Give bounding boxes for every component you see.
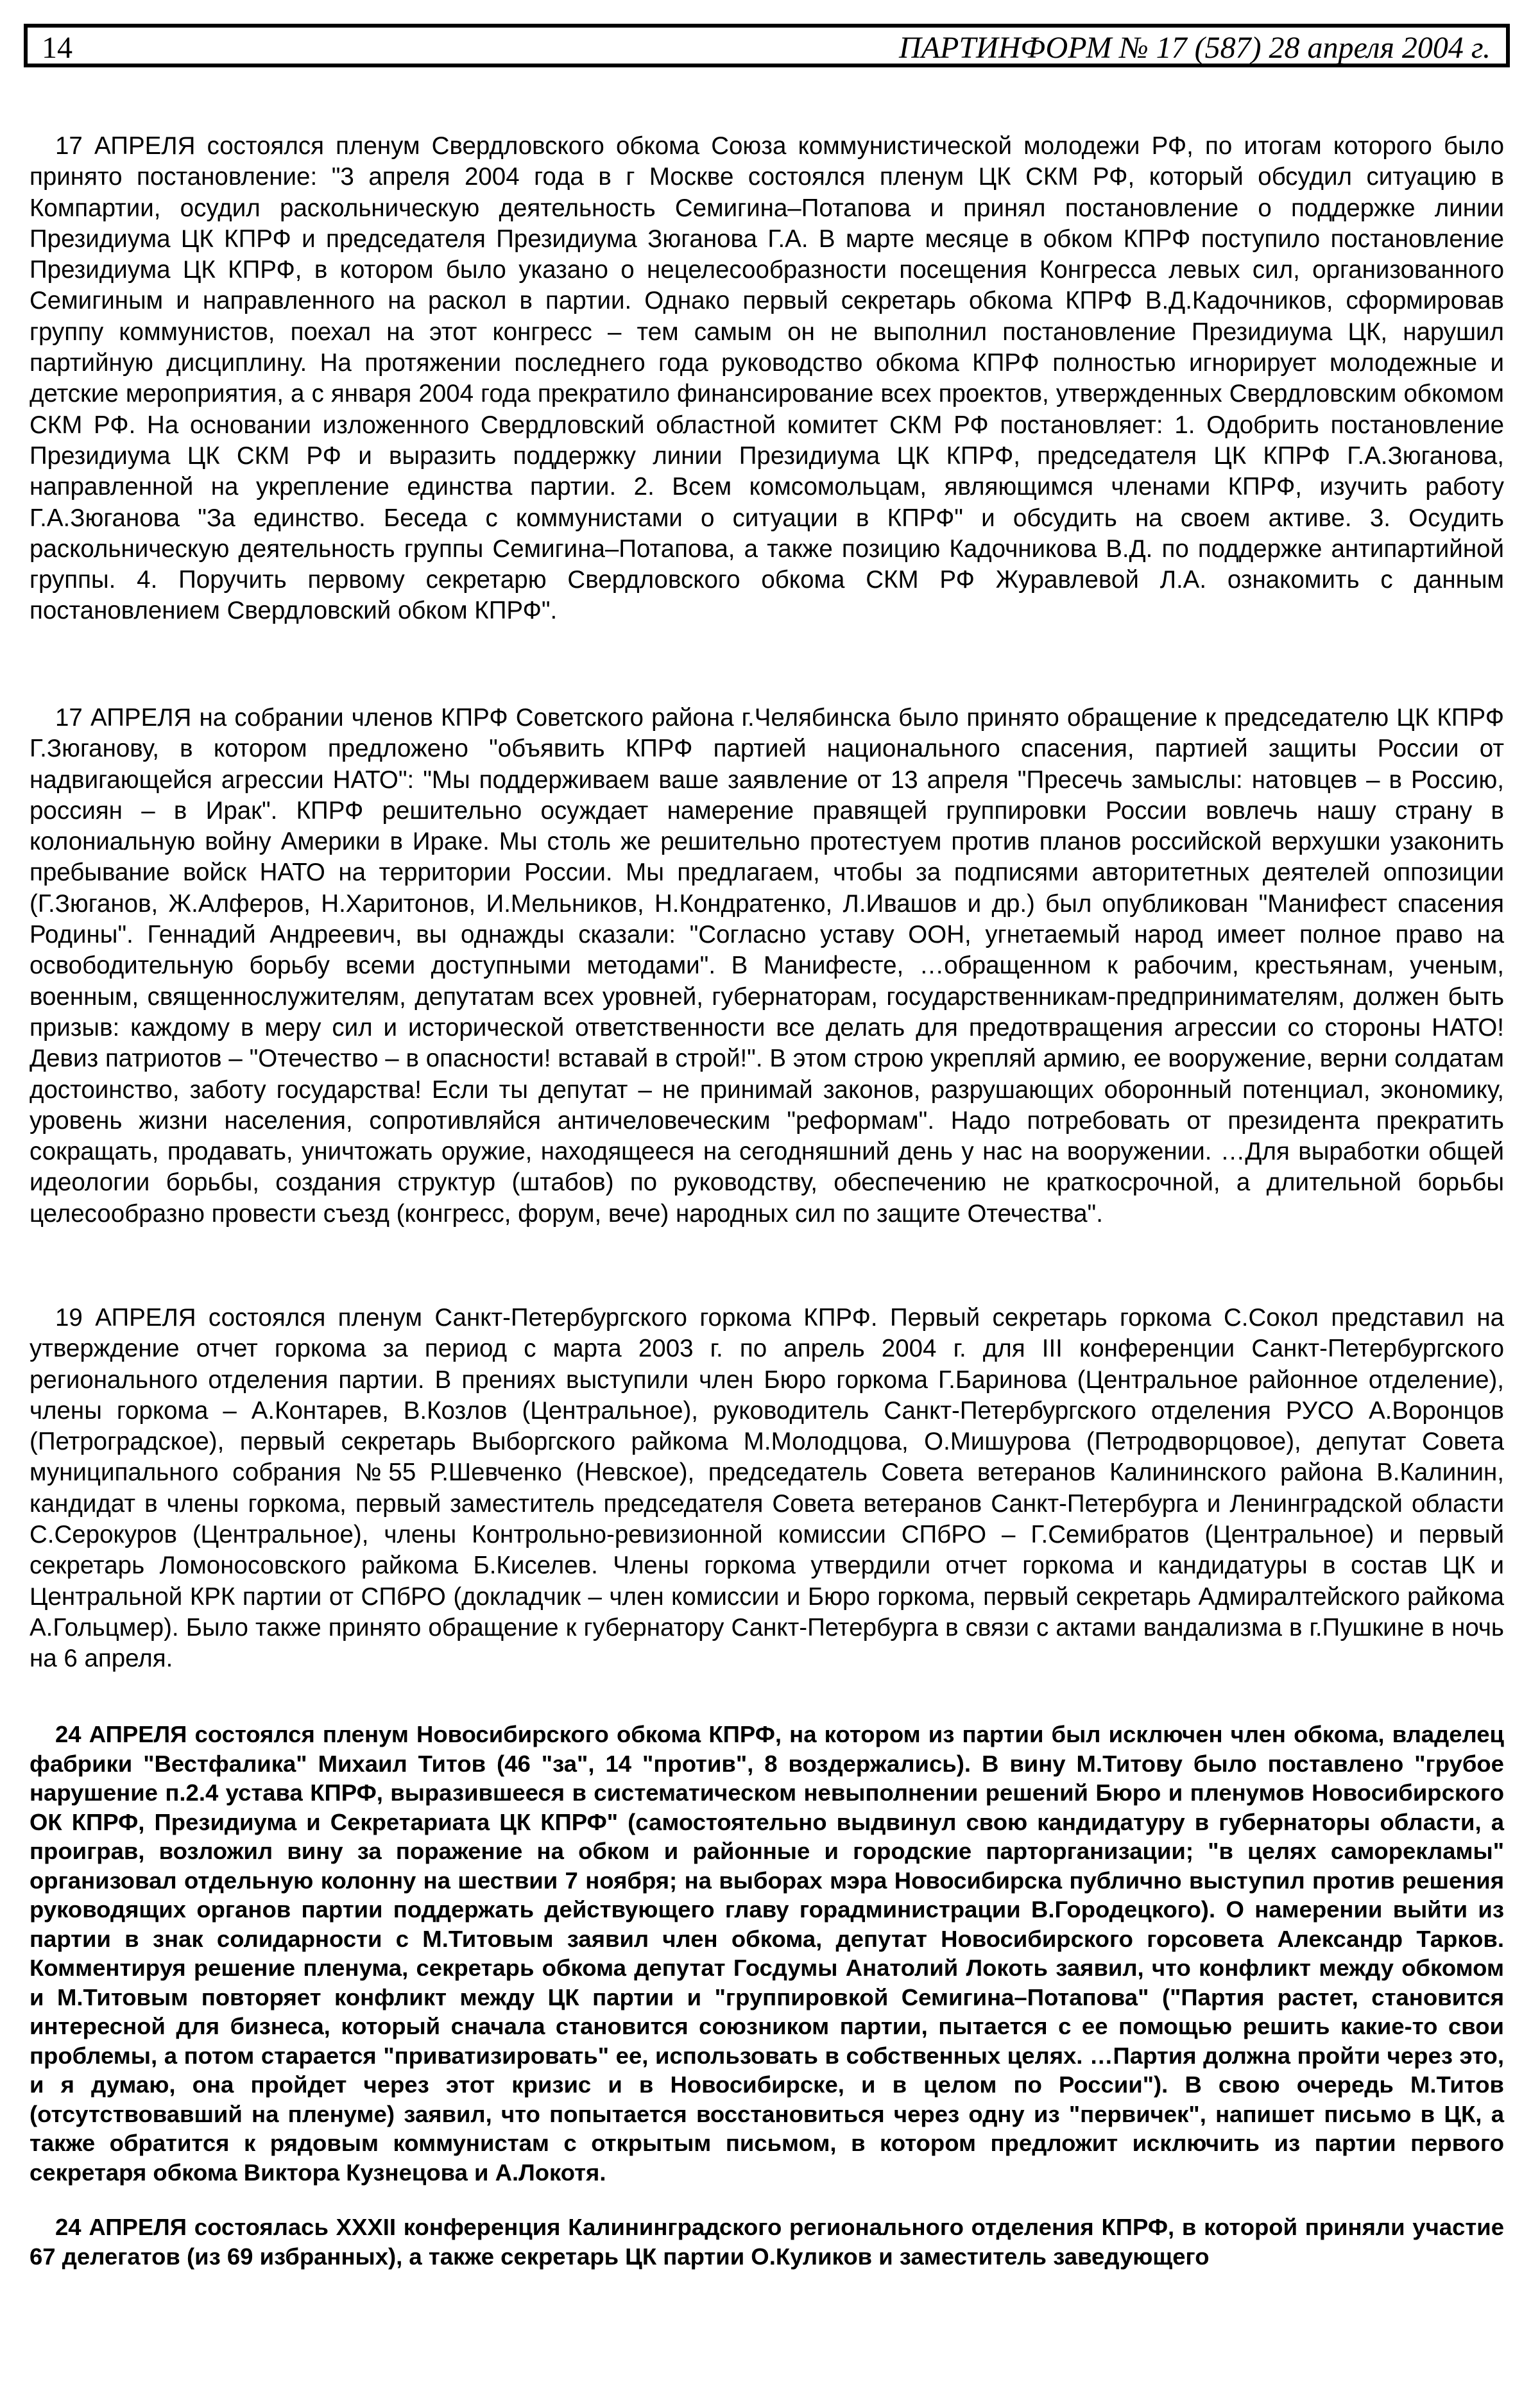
page-number: 14	[42, 31, 73, 65]
news-item-spb-plenum: 19 АПРЕЛЯ состоялся пленум Санкт-Петербургского горкома КПРФ. Первый секретарь горкома С.Сокол представил на утверждение отчет горкома за период с марта 2003 г. по апрель 2004 г. для III конференции Санкт-Петербургского регионального отделения партии. В прениях выступили член Бюро горкома Г.Баринова (Центральное районное отделение), члены горкома – А.Контарев, В.Козлов (Центральное), руководитель Санкт-Петербургского отделения РУСО А.Воронцов (Петроградское), первый секретарь Выборгского райкома М.Молодцова, О.Мишурова (Петродворцовое), депутат Совета муниципального собрания №55 Р.Шевченко (Невское), председатель Совета ветеранов Калининского района В.Калинин, кандидат в члены горкома, первый заместитель председателя Совета ветеранов Санкт-Петербурга и Ленинградской области С.Серокуров (Центральное), члены Контрольно-ревизионной комиссии СПбРО – Г.Семибратов (Центральное) и первый секретарь Ломоносовского райкома Б.Киселев. Члены горкома утвердили отчет горкома и кандидатуры в состав ЦК и Центральной КРК партии от СПбРО (докладчик – член комиссии и Бюро горкома, первый секретарь Адмиралтейского райкома А.Гольцмер). Было также принято обращение к губернатору Санкт-Петербурга в связи с актами вандализма в г.Пушкине в ночь на 6 апреля.	[30, 1304, 1504, 1673]
news-item-sverdlovsk-skm: 17 АПРЕЛЯ состоялся пленум Свердловского обкома Союза коммунистической молодежи РФ, по итогам которого было принято постановление: "3 апреля 2004 года в г Москве состоялся пленум ЦК СКМ РФ, который обсудил ситуацию в Компартии, осудил раскольническую деятельность Семигина–Потапова и принял постановление о поддержке линии Президиума ЦК КПРФ и председателя Президиума Зюганова Г.А. В марте месяце в обком КПРФ поступило постановление Президиума ЦК КПРФ, в котором было указано о нецелесообразности посещения Конгресса левых сил, организованного Семигиным и направленного на раскол в партии. Однако первый секретарь обкома КПРФ В.Д.Кадочников, сформировав группу коммунистов, поехал на этот конгресс – тем самым он не выполнил постановление Президиума ЦК, нарушил партийную дисциплину. На протяжении последнего года руководство обкома КПРФ полностью игнорирует молодежные и детские мероприятия, а с января 2004 года прекратило финансирование всех проектов, утвержденных Свердловским обкомом СКМ РФ. На основании изложенного Свердловский областной комитет СКМ РФ постановляет: 1. Одобрить постановление Президиума ЦК СКМ РФ и выразить поддержку линии Президиума ЦК КПРФ, председателя ЦК КПРФ Г.А.Зюганова, направленной на укрепление единства партии. 2. Всем комсомольцам, являющимся членами КПРФ, изучить работу Г.А.Зюганова "За единство. Беседа с коммунистами о ситуации в КПРФ" и обсудить на своем активе. 3. Осудить раскольническую деятельность группы Семигина–Потапова, а также позицию Кадочникова В.Д. по поддержке антипартийной группы. 4. Поручить первому секретарю Свердловского обкома СКМ РФ Журавлевой Л.А. ознакомить с данным постановлением Свердловский обком КПРФ".	[30, 132, 1504, 625]
news-item-novosibirsk-plenum: 24 АПРЕЛЯ состоялся пленум Новосибирского обкома КПРФ, на котором из партии был исключен член обкома, владелец фабрики "Вестфалика" Михаил Титов (46 "за", 14 "против", 8 воздержались). В вину М.Титову было поставлено "грубое нарушение п.2.4 устава КПРФ, выразившееся в систематическом невыполнении решений Бюро и пленумов Новосибирского ОК КПРФ, Президиума и Секретариата ЦК КПРФ" (самостоятельно выдвинул свою кандидатуру в губернаторы области, а проиграв, возложил вину за поражение на обком и районные и городские парторганизации; "в целях саморекламы" организовал отдельную колонну на шествии 7 ноября; на выборах мэра Новосибирска публично выступил против решения руководящих органов партии поддержать действующего главу горадминистрации В.Городецкого). О намерении выйти из партии в знак солидарности с М.Титовым заявил член обкома, депутат Новосибирского горсовета Александр Тарков. Комментируя решение пленума, секретарь обкома депутат Госдумы Анатолий Локоть заявил, что конфликт между обкомом и М.Титовым повторяет конфликт между ЦК партии и "группировкой Семигина–Потапова" ("Партия растет, становится интересной для бизнеса, который сначала становится союзником партии, пытается с ее помощью решить какие-то свои проблемы, а потом старается "приватизировать" ее, использовать в собственных целях. …Партия должна пройти через это, и я думаю, она пройдет через этот кризис и в Новосибирске, и в целом по России"). В свою очередь М.Титов (отсутствовавший на пленуме) заявил, что попытается восстановиться через одну из "первичек", напишет письмо в ЦК, а также обратится к рядовым коммунистам с открытым письмом, в котором предложит исключить из партии первого секретаря обкома Виктора Кузнецова и А.Локотя.	[30, 1721, 1504, 2186]
news-item-chelyabinsk-appeal: 17 АПРЕЛЯ на собрании членов КПРФ Советского района г.Челябинска было принято обращение к председателю ЦК КПРФ Г.Зюганову, в котором предложено "объявить КПРФ партией национального спасения, партией защиты России от надвигающейся агрессии НАТО": "Мы поддерживаем ваше заявление от 13 апреля "Пресечь замыслы: натовцев – в Россию, россиян – в Ирак". КПРФ решительно осуждает намерение правящей группировки России вовлечь нашу страну в колониальную войну Америки в Ираке. Мы столь же решительно протестуем против планов российской верхушки узаконить пребывание войск НАТО на территории России. Мы предлагаем, чтобы за подписями авторитетных деятелей оппозиции (Г.Зюганов, Ж.Алферов, Н.Харитонов, И.Мельников, Н.Кондратенко, Л.Ивашов и др.) был опубликован "Манифест спасения Родины". Геннадий Андреевич, вы однажды сказали: "Согласно уставу ООН, угнетаемый народ имеет полное право на освободительную борьбу всеми доступными методами". В Манифесте, …обращенном к рабочим, крестьянам, ученым, военным, священнослужителям, депутатам всех уровней, губернаторам, государственникам-предпринимателям, должен быть призыв: каждому в меру сил и исторической ответственности все делать для предотвращения агрессии со стороны НАТО! Девиз патриотов – "Отечество – в опасности! вставай в строй!". В этом строю укрепляй армию, ее вооружение, верни солдатам достоинство, заботу государства! Если ты депутат – не принимай законов, разрушающих оборонный потенциал, экономику, уровень жизни населения, сопротивляйся античеловеческим "реформам". Надо потребовать от президента прекратить сокращать, продавать, уничтожать оружие, находящееся на сегодняшний день у нас на вооружении. …Для выработки общей идеологии борьбы, создания структур (штабов) по руководству, обеспечению не краткосрочной, а длительной борьбы целесообразно провести съезд (конгресс, форум, вече) народных сил по защите Отечества".	[30, 704, 1504, 1228]
news-item-kaliningrad-conference: 24 АПРЕЛЯ состоялась XXXII конференция Калининградского регионального отделения КПРФ, в которой приняли участие 67 делегатов (из 69 избранных), а также секретарь ЦК партии О.Куликов и заместитель заведующего	[30, 2214, 1504, 2270]
issue-title: ПАРТИНФОРМ № 17 (587) 28 апреля 2004 г.	[899, 31, 1491, 65]
page-header	[24, 24, 1510, 67]
